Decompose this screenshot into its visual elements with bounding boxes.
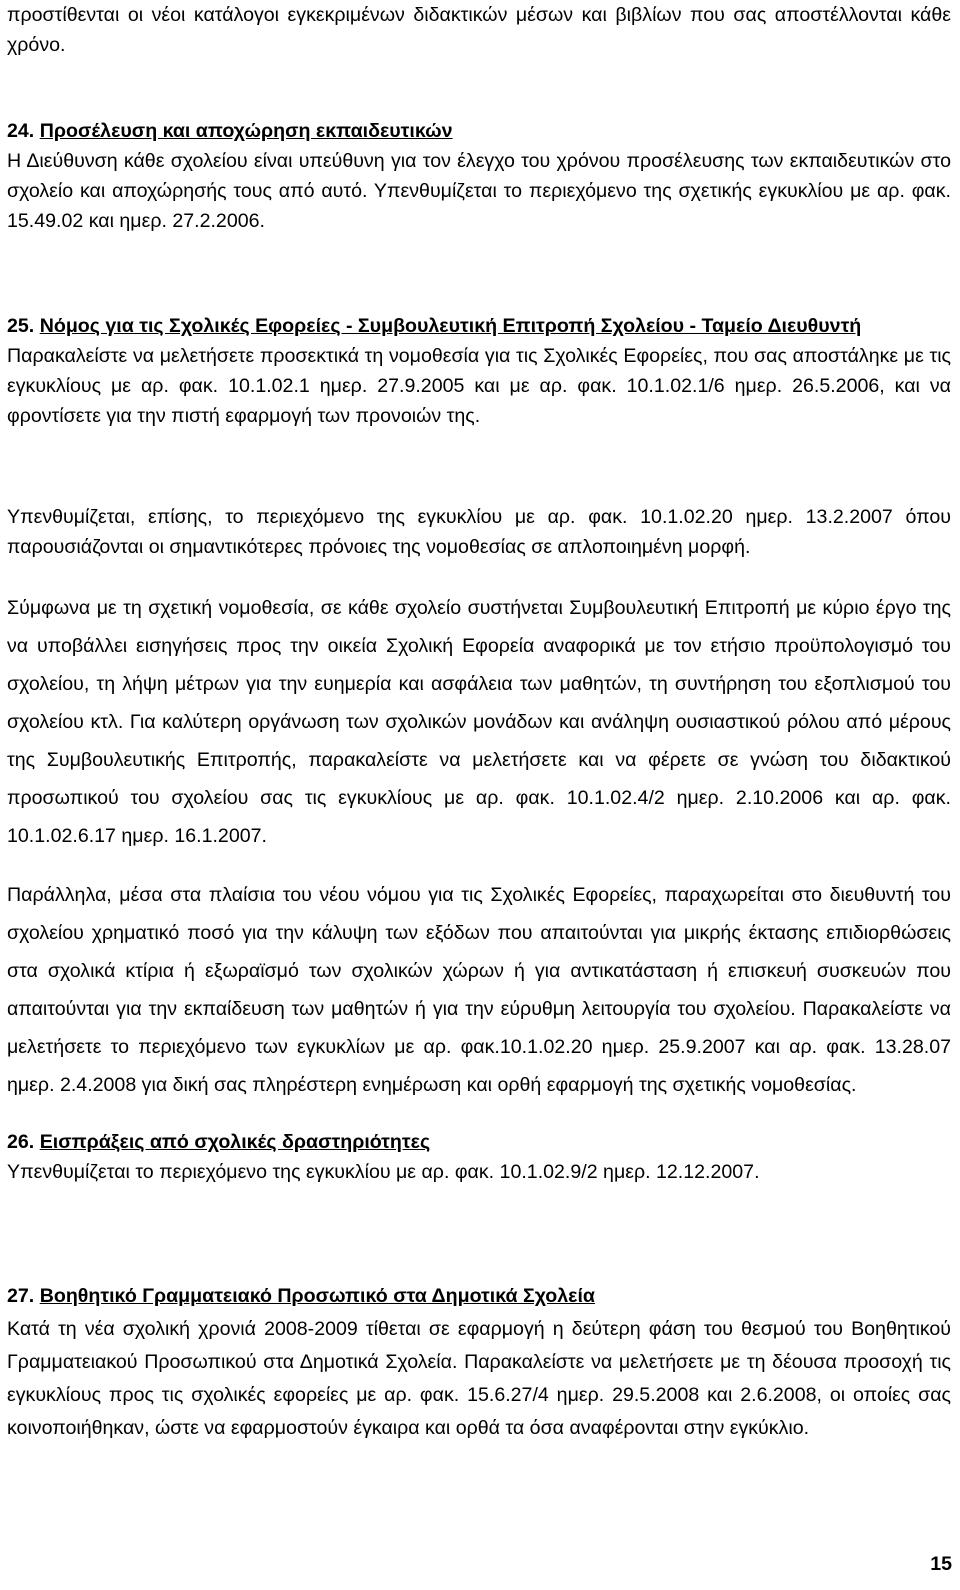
section-title: Εισπράξεις από σχολικές δραστηριότητες	[39, 1131, 431, 1153]
intro-paragraph: προστίθενται οι νέοι κατάλογοι εγκεκριμένων διδακτικών μέσων και βιβλίων που σας αποστέλλονται κάθε χρόνο.	[7, 4, 951, 56]
section-paragraph: Κατά τη νέα σχολική χρονιά 2008-2009 τίθεται σε εφαρμογή η δεύτερη φάση του θεσμού του Βοηθητικού Γραμματειακού Προσωπικού στα Δημοτικά Σχολεία. Παρακαλείστε να μελετήσετε με τη δέουσα προσοχή τις εγκυκλίους προς τις σχολικές εφορείες με αρ. φακ. 15.6.27/4 ημερ. 29.5.2008 και 2.6.2008, οι οποίες σας κοινοποιήθηκαν, ώστε να εφαρμοστούν έγκαιρα και ορθά τα όσα αναφέρονται στην εγκύκλιο.	[7, 1318, 951, 1439]
section-heading	[7, 1127, 951, 1157]
section-title: Προσέλευση και αποχώρηση εκπαιδευτικών	[39, 120, 453, 142]
section-heading	[7, 311, 951, 341]
section-number: 24.	[7, 120, 35, 142]
section-number: 27.	[7, 1285, 35, 1307]
section-number: 25.	[7, 315, 35, 337]
section-paragraph: Παρακαλείστε να μελετήσετε προσεκτικά τη νομοθεσία για τις Σχολικές Εφορείες, που σας αποστάληκε με τις εγκυκλίους με αρ. φακ. 10.1.02.1 ημερ. 27.9.2005 και με αρ. φακ. 10.1.02.1/6 ημερ. 26.5.2006, και να φροντίσετε για την πιστή εφαρμογή των προνοιών της.	[7, 345, 951, 427]
section-25-paragraph-4	[7, 876, 951, 1104]
section-paragraph: Σύμφωνα με τη σχετική νομοθεσία, σε κάθε σχολείο συστήνεται Συμβουλευτική Επιτροπή με κύριο έργο της να υποβάλλει εισηγήσεις προς την οικεία Σχολική Εφορεία αναφορικά με τον ετήσιο προϋπολογισμό του σχολείου, τη λήψη μέτρων για την ευημερία και ασφάλεια των μαθητών, τη συντήρηση του εξοπλισμού του σχολείου κτλ. Για καλύτερη οργάνωση των σχολικών μονάδων και ανάληψη ουσιαστικού ρόλου από μέρους της Συμβουλευτικής Επιτροπής, παρακαλείστε να μελετήσετε και να φέρετε σε γνώση του διδακτικού προσωπικού του σχολείου σας τις εγκυκλίους με αρ. φακ. 10.1.02.4/2 ημερ. 2.10.2006 και αρ. φακ. 10.1.02.6.17 ημερ. 16.1.2007.	[7, 597, 951, 847]
section-heading	[7, 1280, 951, 1313]
section-25-paragraph-2	[7, 502, 951, 562]
section-paragraph: Υπενθυμίζεται το περιεχόμενο της εγκυκλίου με αρ. φακ. 10.1.02.9/2 ημερ. 12.12.2007.	[7, 1161, 760, 1183]
section-paragraph: Υπενθυμίζεται, επίσης, το περιεχόμενο της εγκυκλίου με αρ. φακ. 10.1.02.20 ημερ. 13.2.2007 όπου παρουσιάζονται οι σημαντικότερες πρόνοιες της νομοθεσίας σε απλοποιημένη μορφή.	[7, 506, 951, 558]
section-27	[7, 1280, 951, 1445]
section-number: 26.	[7, 1131, 35, 1153]
section-heading	[7, 116, 951, 146]
section-25-paragraph-3	[7, 589, 951, 855]
section-26	[7, 1127, 951, 1187]
section-24	[7, 116, 951, 236]
section-title: Βοηθητικό Γραμματειακό Προσωπικό στα Δημοτικά Σχολεία	[39, 1285, 595, 1307]
page-number: 15	[930, 1553, 952, 1575]
section-paragraph: Παράλληλα, μέσα στα πλαίσια του νέου νόμου για τις Σχολικές Εφορείες, παραχωρείται στο διευθυντή του σχολείου χρηματικό ποσό για την κάλυψη των εξόδων που απαιτούνται για μικρής έκτασης επιδιορθώσεις στα σχολικά κτίρια ή εξωραϊσμό των σχολικών χώρων ή για αντικατάσταση ή επισκευή συσκευών που απαιτούνται για την εκπαίδευση των μαθητών ή για την εύρυθμη λειτουργία του σχολείου. Παρακαλείστε να μελετήσετε το περιεχόμενο των εγκυκλίων με αρ. φακ.10.1.02.20 ημερ. 25.9.2007 και αρ. φακ. 13.28.07 ημερ. 2.4.2008 για δική σας πληρέστερη ενημέρωση και ορθή εφαρμογή της σχετικής νομοθεσίας.	[7, 884, 951, 1096]
section-title: Νόμος για τις Σχολικές Εφορείες - Συμβουλευτική Επιτροπή Σχολείου - Ταμείο Διευθυντή	[39, 315, 862, 337]
section-paragraph: Η Διεύθυνση κάθε σχολείου είναι υπεύθυνη για τον έλεγχο του χρόνου προσέλευσης των εκπαιδευτικών στο σχολείο και αποχώρησής τους από αυτό. Υπενθυμίζεται το περιεχόμενο της σχετικής εγκυκλίου με αρ. φακ. 15.49.02 και ημερ. 27.2.2006.	[7, 150, 951, 232]
intro-paragraph-block	[7, 0, 951, 60]
section-25	[7, 311, 951, 431]
